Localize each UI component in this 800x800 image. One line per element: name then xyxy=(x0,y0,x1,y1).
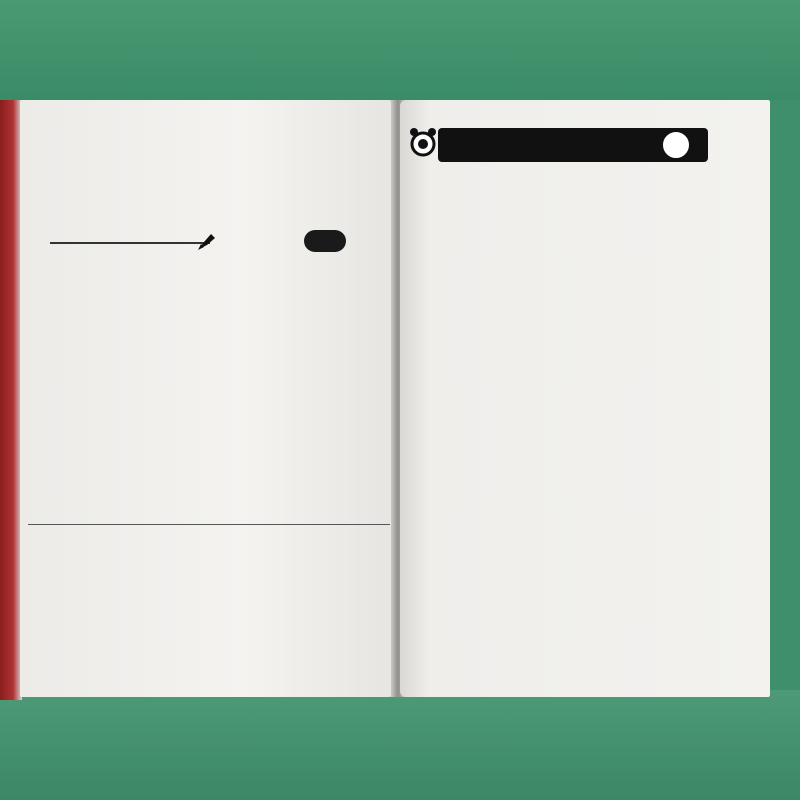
exercise-banner xyxy=(192,228,342,254)
left-page xyxy=(20,100,395,697)
chapter-exercise-number xyxy=(660,129,692,161)
chapter-exercise-banner xyxy=(438,128,708,162)
table-background-top xyxy=(0,0,800,100)
alarm-clock-icon xyxy=(408,126,438,158)
pencil-icon xyxy=(196,230,218,252)
section-rule xyxy=(50,242,210,244)
page-rule xyxy=(28,524,390,525)
book-cover-edge xyxy=(0,100,22,700)
exercise-number xyxy=(304,230,346,252)
right-page xyxy=(400,100,770,697)
table-background-bottom xyxy=(0,690,800,800)
